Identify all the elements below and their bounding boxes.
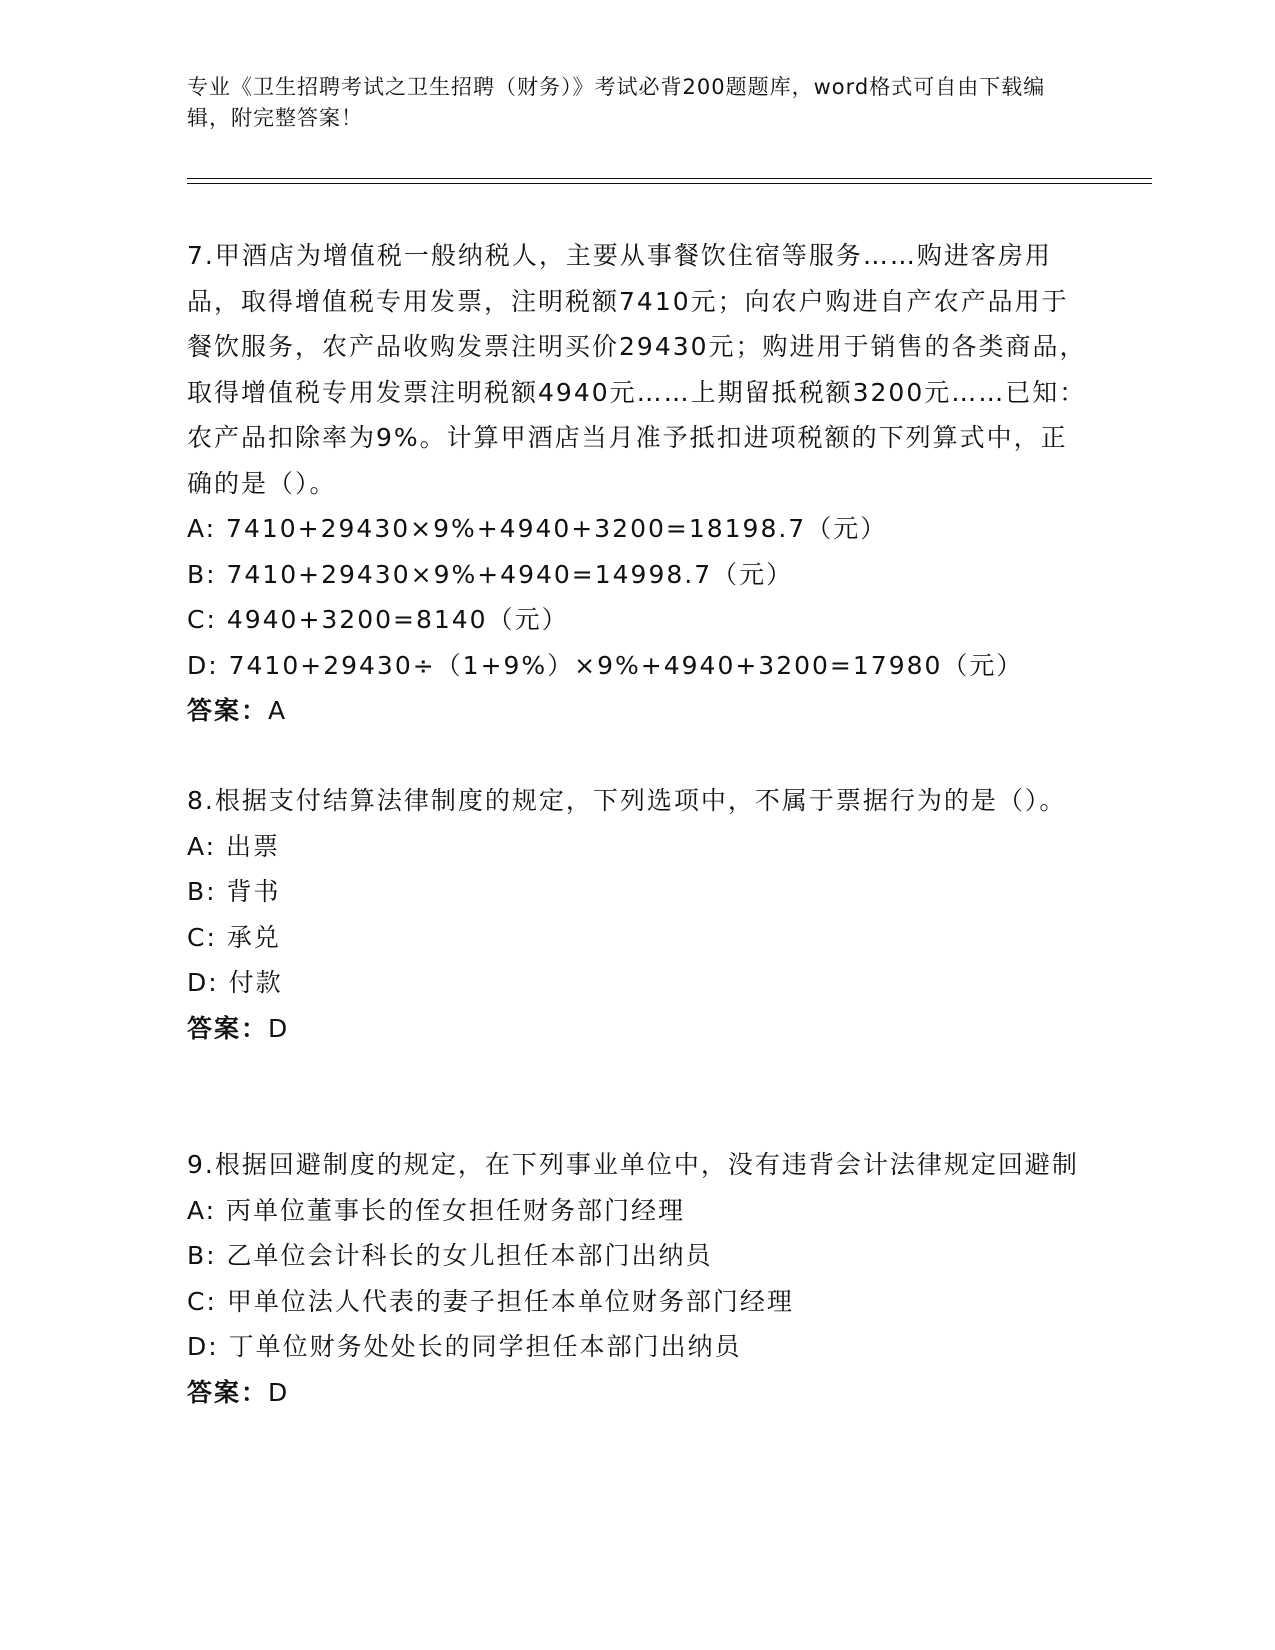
question-8 [187, 778, 1087, 1051]
header-divider-bottom [187, 183, 1152, 184]
document-header: 专业《卫生招聘考试之卫生招聘（财务）》考试必背200题题库，word格式可自由下载编辑，附完整答案！ [187, 75, 1046, 130]
option-b: B: 7410+29430×9%+4940=14998.7（元） [187, 559, 794, 589]
option-a: A: 丙单位董事长的侄女担任财务部门经理 [187, 1195, 686, 1225]
answer-label: 答案： [187, 1377, 269, 1407]
option-c: C: 甲单位法人代表的妻子担任本单位财务部门经理 [187, 1286, 794, 1316]
option-b: B: 乙单位会计科长的女儿担任本部门出纳员 [187, 1241, 713, 1270]
answer-line [187, 688, 1087, 734]
question-stem: 9.根据回避制度的规定，在下列事业单位中，没有违背会计法律规定回避制 [187, 1150, 1079, 1179]
question-7 [187, 233, 1087, 734]
answer-label: 答案： [187, 696, 269, 725]
question-stem: 7.甲酒店为增值税一般纳税人，主要从事餐饮住宿等服务……购进客房用品，取得增值税专用发票，注明税额7410元；向农户购进自产农产品用于餐饮服务，农产品收购发票注明买价29430元；购进用于销售的各类商品，取得增值税专用发票注明税额4940元……上期留抵税额3200元……已知：农产品扣除率为9%。计算甲酒店当月准予抵扣进项税额的下列算式中，正确的是（）。 [187, 241, 1087, 498]
option-d: D: 7410+29430÷（1+9%）×9%+4940+3200=17980（元） [187, 650, 1024, 680]
option-d: D: 付款 [187, 968, 283, 997]
question-stem: 8.根据支付结算法律制度的规定，下列选项中，不属于票据行为的是（）。 [187, 786, 1067, 815]
answer-label: 答案： [187, 1013, 269, 1043]
option-d: D: 丁单位财务处处长的同学担任本部门出纳员 [187, 1332, 742, 1361]
option-c: C: 4940+3200=8140（元） [187, 605, 569, 634]
answer-line [187, 1006, 1087, 1052]
answer-value: A [268, 696, 288, 725]
answer-line [187, 1370, 1087, 1416]
option-c: C: 承兑 [187, 922, 281, 952]
option-b: B: 背书 [187, 877, 281, 906]
option-a: A: 7410+29430×9%+4940+3200=18198.7（元） [187, 514, 888, 543]
answer-value: D [268, 1013, 290, 1043]
answer-value: D [268, 1377, 290, 1407]
question-9 [187, 1142, 1087, 1415]
header-divider-top [187, 178, 1152, 179]
option-a: A: 出票 [187, 831, 281, 861]
